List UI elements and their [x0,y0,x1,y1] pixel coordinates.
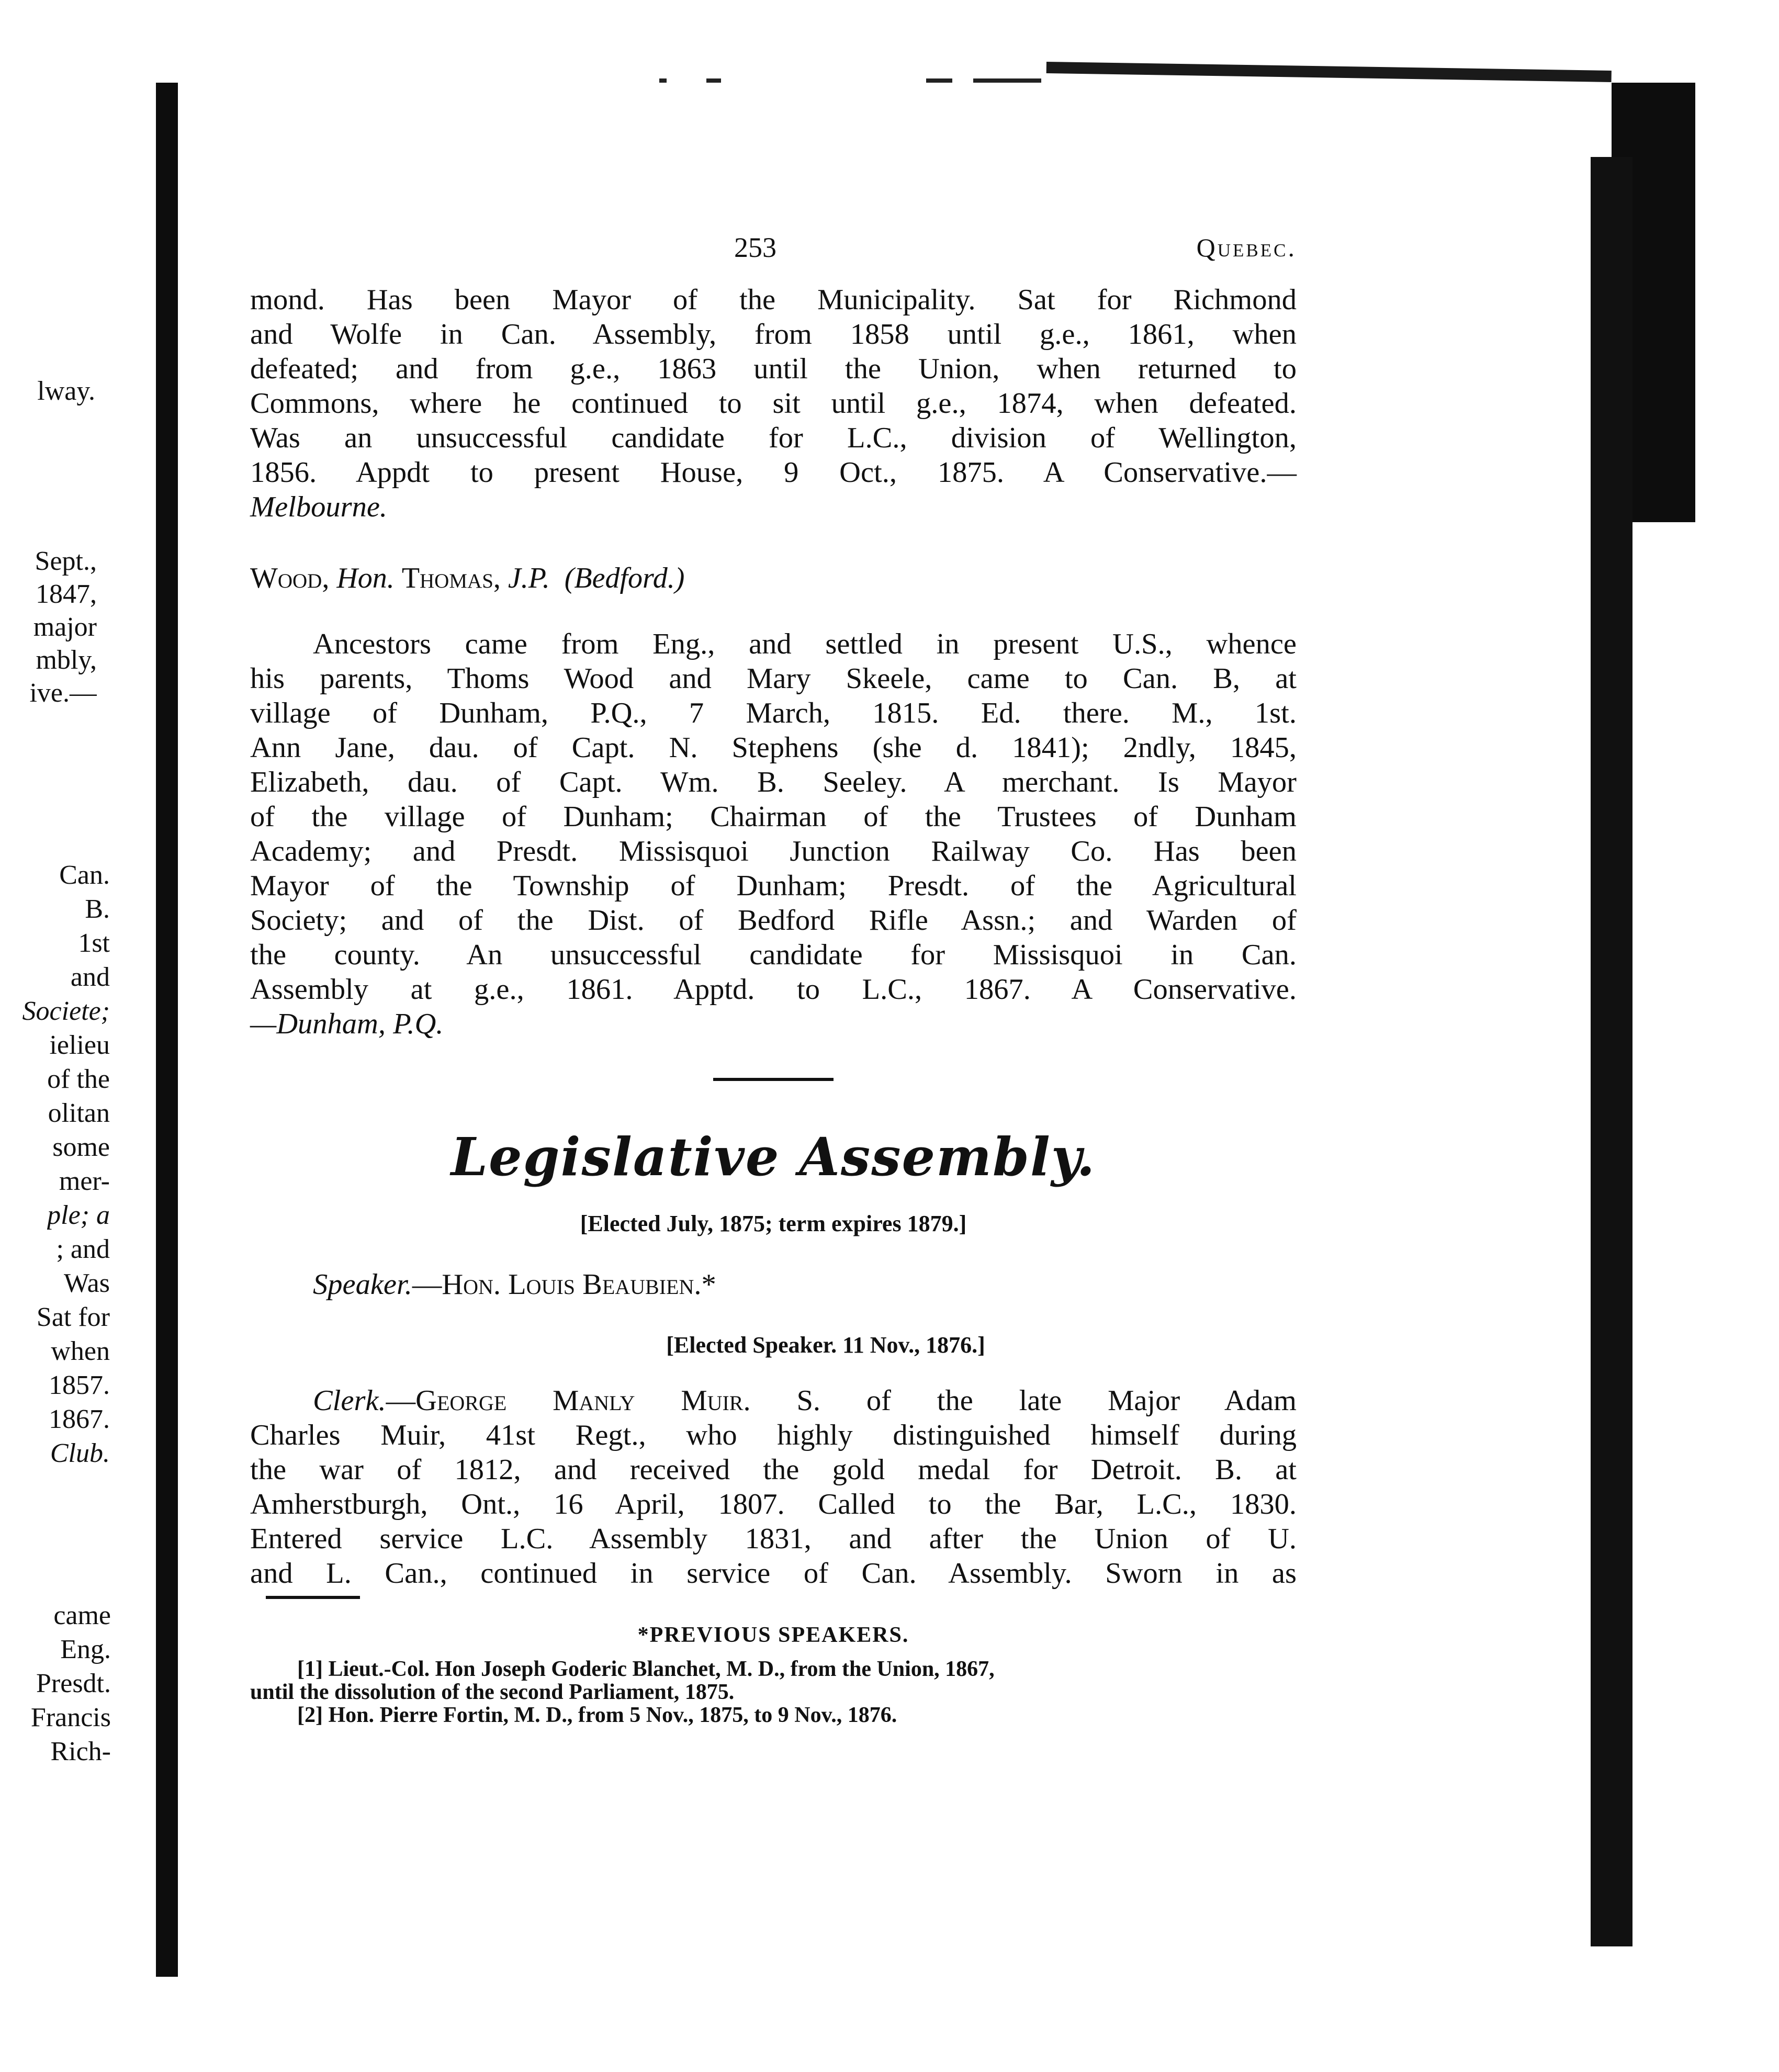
text-line: Academy; and Presdt. Missisquoi Junction Railway Co. Has been [250,835,1297,868]
speaker-line [313,1267,1297,1302]
margin-fragment: and [70,962,110,992]
margin-fragment: Sat for [36,1302,110,1332]
scan-mark [659,78,667,83]
right-edge-shadow-lower [1591,157,1632,1946]
margin-fragment: ielieu [49,1030,110,1060]
margin-fragment: of the [47,1064,110,1094]
postnominal: J.P. [508,562,550,594]
margin-fragment: B. [85,894,110,924]
margin-fragment: ple; a [47,1200,110,1230]
footnote-line: [1] Lieut.-Col. Hon Joseph Goderic Blanchet, M. D., from the Union, 1867, [297,1657,995,1681]
text-line: Charles Muir, 41st Regt., who highly distinguished himself during [250,1419,1297,1451]
surname: Wood, [250,562,330,594]
scan-mark [926,78,952,83]
footnote-title: *PREVIOUS SPEAKERS. [637,1623,909,1647]
margin-fragment: Was [63,1268,110,1298]
page-number: 253 [734,232,776,263]
page-top-edge [1046,62,1612,82]
text-line: Society; and of the Dist. of Bedford Rifle Assn.; and Warden of [250,904,1297,937]
clerk-label: Clerk. [313,1384,386,1417]
running-head: Quebec. [1196,233,1297,262]
margin-fragment: olitan [48,1098,110,1128]
text-line: Mayor of the Township of Dunham; Presdt. of the Agricultural [250,870,1297,902]
text-line [250,1383,1297,1418]
margin-fragment: ; and [56,1234,110,1264]
clerk-entry [250,1383,1297,1591]
margin-fragment: Can. [59,860,110,890]
text-line: Was an unsuccessful candidate for L.C., division of Wellington, [250,422,1297,454]
margin-fragment: 1st [78,928,110,958]
margin-fragment: ive.— [29,678,97,708]
text-line: Entered service L.C. Assembly 1831, and after the Union of U. [250,1523,1297,1555]
footnote-line: [2] Hon. Pierre Fortin, M. D., from 5 Nov., 1875, to 9 Nov., 1876. [297,1703,897,1727]
margin-fragment: Eng. [60,1635,111,1664]
entry-biography [250,627,1297,1041]
section-title: Legislative Assembly. [451,1126,1096,1188]
page-header [250,220,1297,283]
scan-mark [706,78,721,83]
margin-fragment: 1857. [49,1370,110,1400]
margin-fragment: major [33,612,97,642]
footnote-line: until the dissolution of the second Parliament, 1875. [250,1680,735,1704]
footnotes [250,1658,1297,1727]
margin-fragment: Sept., [35,546,97,576]
text-line: Elizabeth, dau. of Capt. Wm. B. Seeley. A merchant. Is Mayor [250,766,1297,798]
scan-mark [973,78,1041,83]
speaker-name: —Hon. Louis Beaubien.* [412,1268,716,1301]
residence: —Dunham, P.Q. [250,1008,444,1040]
page-body [250,220,1297,1727]
clerk-name: —George Manly Muir. [386,1384,751,1417]
section-rule [713,1078,834,1081]
margin-fragment: some [52,1132,110,1162]
text-line: Ann Jane, dau. of Capt. N. Stephens (she d. 1841); 2ndly, 1845, [250,731,1297,764]
margin-fragment: 1867. [49,1404,110,1434]
text-line: Amherstburgh, Ont., 16 April, 1807. Called to the Bar, L.C., 1830. [250,1488,1297,1521]
text-line: village of Dunham, P.Q., 7 March, 1815. Ed. there. M., 1st. [250,697,1297,729]
text-line: the county. An unsuccessful candidate for Missisquoi in Can. [250,939,1297,971]
division: (Bedford.) [564,562,685,594]
text-line: defeated; and from g.e., 1863 until the Union, when returned to [250,353,1297,385]
footnote-rule [266,1596,360,1599]
binding-shadow [156,83,178,1977]
given-name: Thomas, [401,562,501,594]
margin-fragment: came [53,1601,111,1630]
margin-fragment: when [51,1336,110,1366]
text-line: Assembly at g.e., 1861. Apptd. to L.C., 1867. A Conservative. [250,973,1297,1006]
margin-fragment: lway. [37,376,95,406]
margin-fragment: 1847, [36,579,97,609]
margin-fragment: Rich- [50,1737,111,1766]
margin-fragment: mbly, [36,645,97,675]
entry-heading [250,561,1297,595]
text-line: and Wolfe in Can. Assembly, from 1858 until g.e., 1861, when [250,318,1297,351]
speaker-elected-note: [Elected Speaker. 11 Nov., 1876.] [666,1332,985,1358]
margin-fragment: Presdt. [36,1669,111,1698]
text-line: and L. Can., continued in service of Can. Assembly. Sworn in as [250,1557,1297,1590]
continued-entry [250,283,1297,524]
text-line: his parents, Thoms Wood and Mary Skeele, came to Can. B, at [250,662,1297,695]
election-note: [Elected July, 1875; term expires 1879.] [580,1211,967,1236]
margin-fragment: Francis [30,1703,111,1732]
text-line: Commons, where he continued to sit until g.e., 1874, when defeated. [250,387,1297,420]
honorific: Hon. [336,562,395,594]
margin-fragment: Societe; [22,996,110,1026]
margin-fragment: Club. [50,1438,110,1468]
text-line: the war of 1812, and received the gold medal for Detroit. B. at [250,1454,1297,1486]
text-line: 1856. Appdt to present House, 9 Oct., 1875. A Conservative.— [250,456,1297,489]
residence: Melbourne. [250,491,388,523]
text-line: of the village of Dunham; Chairman of the Trustees of Dunham [250,801,1297,833]
text-line: mond. Has been Mayor of the Municipality. Sat for Richmond [250,284,1297,316]
margin-fragment: mer- [59,1166,110,1196]
text-line: Ancestors came from Eng., and settled in present U.S., whence [313,628,1297,660]
speaker-label: Speaker. [313,1268,412,1301]
clerk-text: S. of the late Major Adam [750,1384,1297,1417]
